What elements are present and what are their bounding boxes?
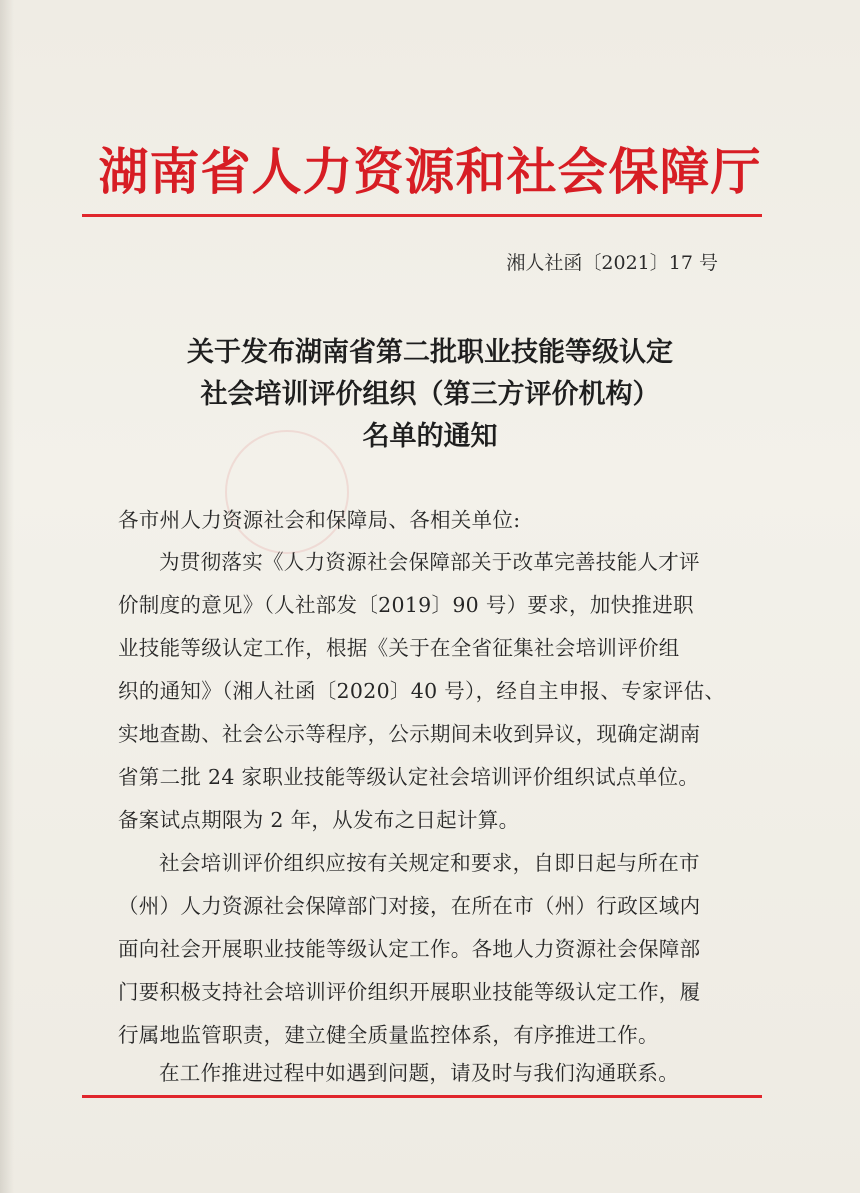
document-number: 湘人社函〔2021〕17 号 — [506, 252, 718, 274]
document-title-line-1: 关于发布湖南省第二批职业技能等级认定 — [187, 337, 673, 368]
paragraph-1-line: 织的通知》（湘人社函〔2020〕40 号），经自主申报、专家评估、 — [118, 679, 726, 703]
paragraph-1-line: 省第二批 24 家职业技能等级认定社会培训评价组织试点单位。 — [118, 765, 700, 789]
document-title-line-3: 名单的通知 — [362, 421, 498, 452]
paragraph-2-line: （州）人力资源社会保障部门对接，在所在市（州）行政区域内 — [118, 894, 701, 918]
masthead-red-rule — [82, 214, 762, 217]
paragraph-1-line: 备案试点期限为 2 年，从发布之日起计算。 — [118, 808, 520, 832]
paragraph-2-line: 面向社会开展职业技能等级认定工作。各地人力资源社会保障部 — [118, 937, 701, 961]
paragraph-1-line: 为贯彻落实《人力资源社会保障部关于改革完善技能人才评 — [159, 550, 700, 574]
agency-masthead: 湖南省人力资源和社会保障厅 — [98, 142, 762, 201]
paragraph-1-line: 实地查勘、社会公示等程序，公示期间未收到异议，现确定湖南 — [118, 722, 701, 746]
document-title-line-2: 社会培训评价组织（第三方评价机构） — [200, 379, 660, 410]
scan-edge-shadow — [0, 0, 14, 1193]
paragraph-1-line: 业技能等级认定工作，根据《关于在全省征集社会培训评价组 — [118, 636, 680, 660]
footer-red-rule — [82, 1095, 762, 1098]
faint-seal-stamp — [225, 430, 349, 554]
paragraph-1-line: 价制度的意见》（人社部发〔2019〕90 号）要求，加快推进职 — [118, 593, 694, 617]
paragraph-2-line: 门要积极支持社会培训评价组织开展职业技能等级认定工作，履 — [118, 980, 701, 1004]
paragraph-3-line: 在工作推进过程中如遇到问题，请及时与我们沟通联系。 — [159, 1061, 679, 1085]
salutation: 各市州人力资源社会和保障局、各相关单位: — [118, 508, 521, 532]
paragraph-2-line: 行属地监管职责，建立健全质量监控体系，有序推进工作。 — [118, 1023, 659, 1047]
paragraph-2-line: 社会培训评价组织应按有关规定和要求，自即日起与所在市 — [159, 851, 700, 875]
